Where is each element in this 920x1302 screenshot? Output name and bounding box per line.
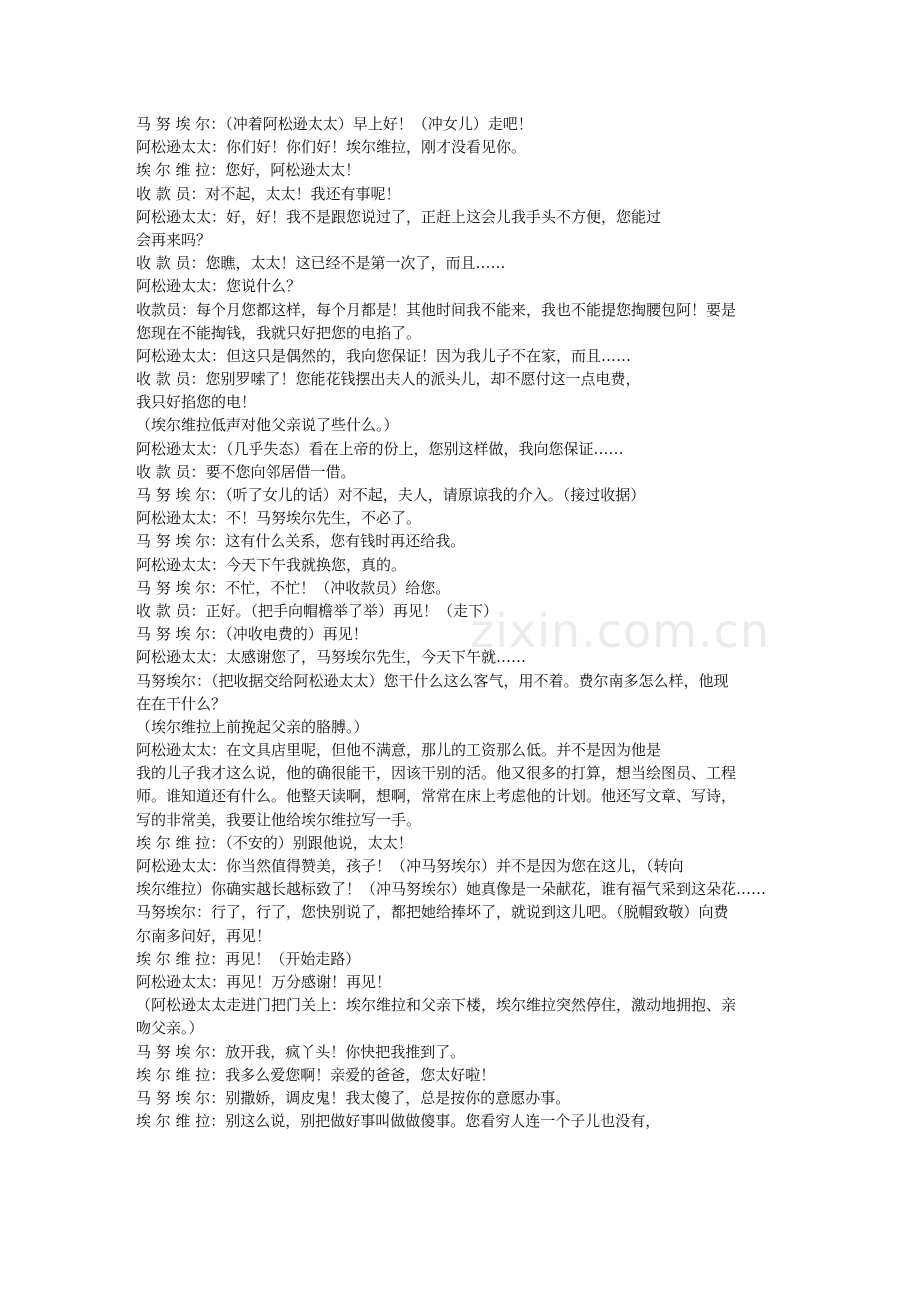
text-line: 马 努 埃 尔：别撒娇，调皮鬼！我太傻了，总是按你的意愿办事。: [136, 1088, 571, 1107]
text-line: 阿松逊太太：不！马努埃尔先生，不必了。: [136, 509, 422, 528]
text-line: 我的儿子我才这么说，他的确很能干，因该干别的活。他又很多的打算，想当绘图员、工程: [136, 764, 737, 783]
text-line: 阿松逊太太：您说什么？: [136, 277, 302, 296]
text-line: 师。谁知道还有什么。他整天读啊，想啊，常常在床上考虑他的计划。他还写文章、写诗，: [136, 787, 737, 806]
text-line: 阿松逊太太：你们好！你们好！埃尔维拉，刚才没看见你。: [136, 138, 527, 157]
text-line: 马 努 埃 尔：这有什么关系，您有钱时再还给我。: [136, 532, 466, 551]
text-line: 阿松逊太太：但这只是偶然的，我向您保证！因为我儿子不在家，而且……: [136, 346, 632, 365]
text-line: 阿松逊太太：好，好！我不是跟您说过了，正赶上这会儿我手头不方便，您能过: [136, 207, 662, 226]
text-line: 埃 尔 维 拉：您好，阿松逊太太！: [136, 161, 361, 180]
text-line: 阿松逊太太：今天下午我就换您，真的。: [136, 555, 407, 574]
text-line: （阿松逊太太走进门把门关上：埃尔维拉和父亲下楼，埃尔维拉突然停住，激动地拥抱、亲: [136, 996, 737, 1015]
text-line: 收 款 员：您瞧，太太！这已经不是第一次了，而且……: [136, 254, 506, 273]
text-line: 阿松逊太太：在文具店里呢，但他不满意，那儿的工资那么低。并不是因为他是: [136, 741, 662, 760]
text-line: 马 努 埃 尔：（冲着阿松逊太太）早上好！（冲女儿）走吧！: [136, 115, 533, 133]
text-line: 马 努 埃 尔：放开我，疯丫头！你快把我推到了。: [136, 1042, 466, 1061]
text-line: 埃 尔 维 拉：再见！（开始走路）: [136, 949, 361, 968]
text-line: 阿松逊太太：（几乎失态）看在上帝的份上，您别这样做，我向您保证……: [136, 439, 624, 458]
text-line: 埃尔维拉）你确实越长越标致了！（冲马努埃尔）她真像是一朵献花，谁有福气采到这朵花……: [136, 880, 767, 899]
text-line: 埃 尔 维 拉：别这么说，别把做好事叫做做傻事。您看穷人连一个子儿也没有，: [136, 1112, 661, 1131]
text-line: 埃 尔 维 拉：我多么爱您啊！亲爱的爸爸，您太好啦！: [136, 1065, 496, 1084]
text-line: 我只好掐您的电！: [136, 393, 257, 412]
text-line: 收 款 员：要不您向邻居借一借。: [136, 462, 356, 481]
text-line: 马 努 埃 尔：（听了女儿的话）对不起，夫人，请原谅我的介入。（接过收据）: [136, 486, 646, 504]
text-line: 收 款 员：您别罗嗦了！您能花钱摆出夫人的派头儿，却不愿付这一点电费，: [136, 370, 641, 389]
text-line: 阿松逊太太：你当然值得赞美，孩子！（冲马努埃尔）并不是因为您在这儿，（转向: [136, 857, 684, 875]
text-line: 马 努 埃 尔：不忙，不忙！（冲收款员）给您。: [136, 578, 451, 597]
text-line: 吻父亲。）: [136, 1019, 204, 1038]
watermark-text: zixin.com.cn: [470, 604, 771, 658]
text-line: 埃 尔 维 拉：（不安的）别跟他说，太太！: [136, 833, 413, 852]
text-line: （埃尔维拉上前挽起父亲的胳膊。）: [136, 717, 369, 736]
text-line: 马努埃尔：行了，行了，您快别说了，都把她给捧坏了，就说到这儿吧。（脱帽致敬）向费: [136, 903, 729, 922]
text-line: 您现在不能掏钱，我就只好把您的电掐了。: [136, 323, 422, 342]
text-line: 尔南多问好，再见！: [136, 926, 272, 945]
text-line: （埃尔维拉低声对他父亲说了些什么。）: [136, 416, 399, 435]
text-line: 收款员：每个月您都这样，每个月都是！其他时间我不能来，我也不能提您掏腰包阿！要是: [136, 300, 737, 319]
text-line: 在在干什么？: [136, 694, 227, 713]
text-line: 写的非常美，我要让他给埃尔维拉写一手。: [136, 810, 422, 829]
text-line: 马 努 埃 尔：（冲收电费的）再见！: [136, 625, 368, 644]
text-line: 阿松逊太太：太感谢您了，马努埃尔先生，今天下午就……: [136, 648, 527, 667]
text-line: 收 款 员：对不起，太太！我还有事呢！: [136, 184, 401, 203]
text-line: 马努埃尔：（把收据交给阿松逊太太）您干什么这么客气，用不着。费尔南多怎么样，他现: [136, 671, 729, 690]
text-line: 会再来吗？: [136, 230, 212, 249]
text-line: 收 款 员：正好。（把手向帽檐举了举）再见！（走下）: [136, 601, 499, 620]
text-line: 阿松逊太太：再见！万分感谢！再见！: [136, 972, 392, 991]
